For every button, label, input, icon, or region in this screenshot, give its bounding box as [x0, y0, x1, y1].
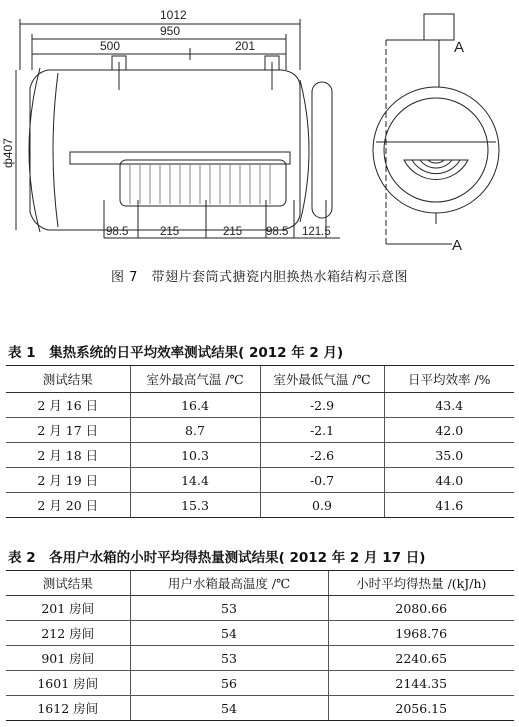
- table-cell: 35.0: [384, 443, 514, 468]
- table-cell: 8.7: [130, 418, 260, 443]
- table-row: [6, 621, 514, 646]
- table-cell: 2 月 18 日: [6, 443, 130, 468]
- table1-header: 日平均效率 /%: [384, 366, 514, 393]
- table-cell: 44.0: [384, 468, 514, 493]
- table2-header: 小时平均得热量 /(kJ/h): [328, 571, 514, 596]
- table-cell: 56: [130, 671, 328, 696]
- table-row: [6, 443, 514, 468]
- dim-spacing-5: 121.5: [302, 226, 331, 238]
- table1-title: 表 1 集热系统的日平均效率测试结果( 2012 年 2 月): [8, 345, 344, 361]
- table-cell: 41.6: [384, 493, 514, 518]
- dim-spacing-2: 215: [160, 226, 180, 238]
- table2: [6, 570, 514, 721]
- table2-title: 表 2 各用户水箱的小时平均得热量测试结果( 2012 年 2 月 17 日): [8, 550, 426, 566]
- table1-header: 室外最低气温 /℃: [260, 366, 384, 393]
- table-row: [6, 671, 514, 696]
- table1-header-row: [6, 366, 514, 393]
- table-cell: 1601 房间: [6, 671, 130, 696]
- table-cell: 212 房间: [6, 621, 130, 646]
- table-cell: -2.1: [260, 418, 384, 443]
- table2-header: 测试结果: [6, 571, 130, 596]
- table-row: [6, 696, 514, 721]
- table-cell: 54: [130, 696, 328, 721]
- table-cell: 43.4: [384, 393, 514, 418]
- table1-header: 测试结果: [6, 366, 130, 393]
- table-row: [6, 418, 514, 443]
- table-row: [6, 646, 514, 671]
- section-mark-bottom: A: [452, 237, 463, 254]
- table-cell: 42.0: [384, 418, 514, 443]
- table-row: [6, 468, 514, 493]
- table-cell: 2 月 16 日: [6, 393, 130, 418]
- table-cell: 15.3: [130, 493, 260, 518]
- dim-right-segment: 201: [235, 39, 256, 53]
- figure-caption: 图 7 带翅片套筒式搪瓷内胆换热水箱结构示意图: [111, 270, 408, 285]
- table-cell: 16.4: [130, 393, 260, 418]
- table-cell: 201 房间: [6, 596, 130, 621]
- table-row: [6, 493, 514, 518]
- dim-spacing-3: 215: [223, 226, 243, 238]
- table-cell: -2.6: [260, 443, 384, 468]
- table2-header-row: [6, 571, 514, 596]
- table-cell: 2080.66: [328, 596, 514, 621]
- table-cell: 54: [130, 621, 328, 646]
- dim-spacing-4: 98.5: [266, 226, 289, 238]
- table-cell: 2 月 19 日: [6, 468, 130, 493]
- dim-spacing-1: 98.5: [106, 226, 129, 238]
- table-cell: 14.4: [130, 468, 260, 493]
- table-cell: 0.9: [260, 493, 384, 518]
- dim-diameter: ф407: [1, 138, 15, 168]
- control-box: [424, 14, 454, 40]
- table-cell: 53: [130, 646, 328, 671]
- table-cell: 2240.65: [328, 646, 514, 671]
- table-cell: -0.7: [260, 468, 384, 493]
- tank-left-cap: [29, 68, 40, 232]
- tank-right-cap: [312, 82, 332, 218]
- table-cell: 53: [130, 596, 328, 621]
- dim-left-segment: 500: [100, 39, 121, 53]
- table-cell: 1612 房间: [6, 696, 130, 721]
- finned-sleeve: [120, 160, 286, 206]
- side-view-outer: [373, 87, 499, 213]
- inner-coil: [70, 152, 290, 164]
- table1: [6, 365, 514, 518]
- table-cell: 901 房间: [6, 646, 130, 671]
- dim-total-length: 1012: [160, 8, 187, 22]
- table-row: [6, 596, 514, 621]
- table-cell: 1968.76: [328, 621, 514, 646]
- table2-header: 用户水箱最高温度 /℃: [130, 571, 328, 596]
- table-row: [6, 393, 514, 418]
- table-cell: 2144.35: [328, 671, 514, 696]
- tank-structure-diagram: [0, 0, 519, 260]
- side-view-inner: [384, 98, 488, 202]
- table-cell: 2 月 20 日: [6, 493, 130, 518]
- dim-inner-length: 950: [160, 24, 181, 38]
- table-cell: 2 月 17 日: [6, 418, 130, 443]
- table-cell: -2.9: [260, 393, 384, 418]
- table1-header: 室外最高气温 /℃: [130, 366, 260, 393]
- section-mark-top: A: [454, 39, 465, 56]
- table-cell: 10.3: [130, 443, 260, 468]
- table-cell: 2056.15: [328, 696, 514, 721]
